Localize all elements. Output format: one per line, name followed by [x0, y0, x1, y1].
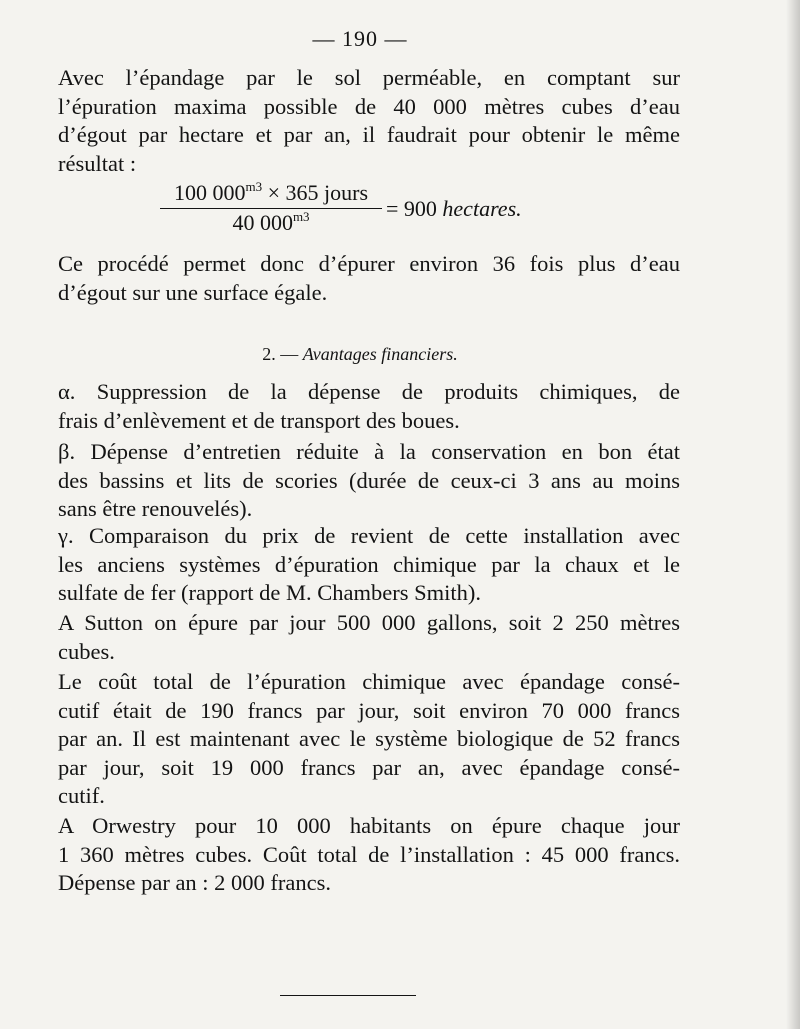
text-line: sans être renouvelés).: [58, 496, 253, 522]
denominator-base: 40 000: [232, 210, 293, 235]
section-number: 2. —: [262, 344, 299, 364]
footer-rule: [280, 995, 416, 996]
item-beta: [58, 438, 680, 524]
section-title: Avantages financiers.: [302, 344, 458, 364]
formula-numerator: [160, 180, 382, 209]
text-line: des bassins et lits de scories (durée de ceux-ci 3 ans au moins: [58, 467, 680, 493]
numerator-rest: × 365 jours: [262, 180, 369, 205]
text-line: cutif.: [58, 783, 105, 809]
paragraph-procede: [58, 250, 680, 307]
text-line: cubes.: [58, 638, 115, 664]
section-heading: [0, 344, 720, 365]
paragraph-epandage: [58, 64, 680, 178]
formula-result: [386, 195, 522, 223]
text-line: par jour, soit 19 000 francs par an, avec épandage consé-: [58, 754, 680, 780]
formula-denominator: [160, 209, 382, 237]
text-line: 1 360 mètres cubes. Coût total de l’installation : 45 000 francs.: [58, 841, 680, 867]
text-line: d’égout par hectare et par an, il faudrait pour obtenir le même: [58, 122, 680, 148]
text-line: β. Dépense d’entretien réduite à la conservation en bon état: [58, 439, 680, 464]
text-line: résultat :: [58, 150, 137, 176]
text-line: l’épuration maxima possible de 40 000 mètres cubes d’eau: [58, 93, 680, 119]
text-line: A Sutton on épure par jour 500 000 gallons, soit 2 250 mètres: [58, 610, 680, 635]
result-value: = 900: [386, 196, 437, 221]
text-line: les anciens systèmes d’épuration chimique par la chaux et le: [58, 551, 680, 577]
denominator-unit: m3: [292, 209, 310, 224]
paragraph-cost: [58, 668, 680, 811]
text-line: frais d’enlèvement et de transport des boues.: [58, 407, 460, 433]
paragraph-orwestry: [58, 812, 680, 898]
item-alpha: [58, 378, 680, 435]
formula: [160, 180, 600, 240]
text-line: par an. Il est maintenant avec le système biologique de 52 francs: [58, 726, 680, 752]
fraction: [160, 180, 382, 237]
text-line: cutif était de 190 francs par jour, soit environ 70 000 francs: [58, 697, 680, 723]
result-unit: hectares.: [442, 196, 522, 221]
text-line: Le coût total de l’épuration chimique avec épandage consé-: [58, 669, 680, 694]
numerator-base: 100 000: [173, 180, 246, 205]
text-line: γ. Comparaison du prix de revient de cette installation avec: [58, 523, 680, 548]
item-gamma: [58, 522, 680, 608]
text-line: Avec l’épandage par le sol perméable, en comptant sur: [58, 65, 680, 90]
text-line: α. Suppression de la dépense de produits chimiques, de: [58, 379, 680, 404]
text-line: Ce procédé permet donc d’épurer environ 36 fois plus d’eau: [58, 251, 680, 276]
text-line: sulfate de fer (rapport de M. Chambers Smith).: [58, 580, 482, 606]
text-line: Dépense par an : 2 000 francs.: [58, 870, 332, 896]
page-number: — 190 —: [312, 26, 408, 51]
text-line: d’égout sur une surface égale.: [58, 279, 328, 305]
page-edge-shadow: [786, 0, 800, 1029]
numerator-unit: m3: [245, 179, 263, 194]
text-line: A Orwestry pour 10 000 habitants on épure chaque jour: [58, 813, 680, 838]
paragraph-sutton: [58, 609, 680, 666]
